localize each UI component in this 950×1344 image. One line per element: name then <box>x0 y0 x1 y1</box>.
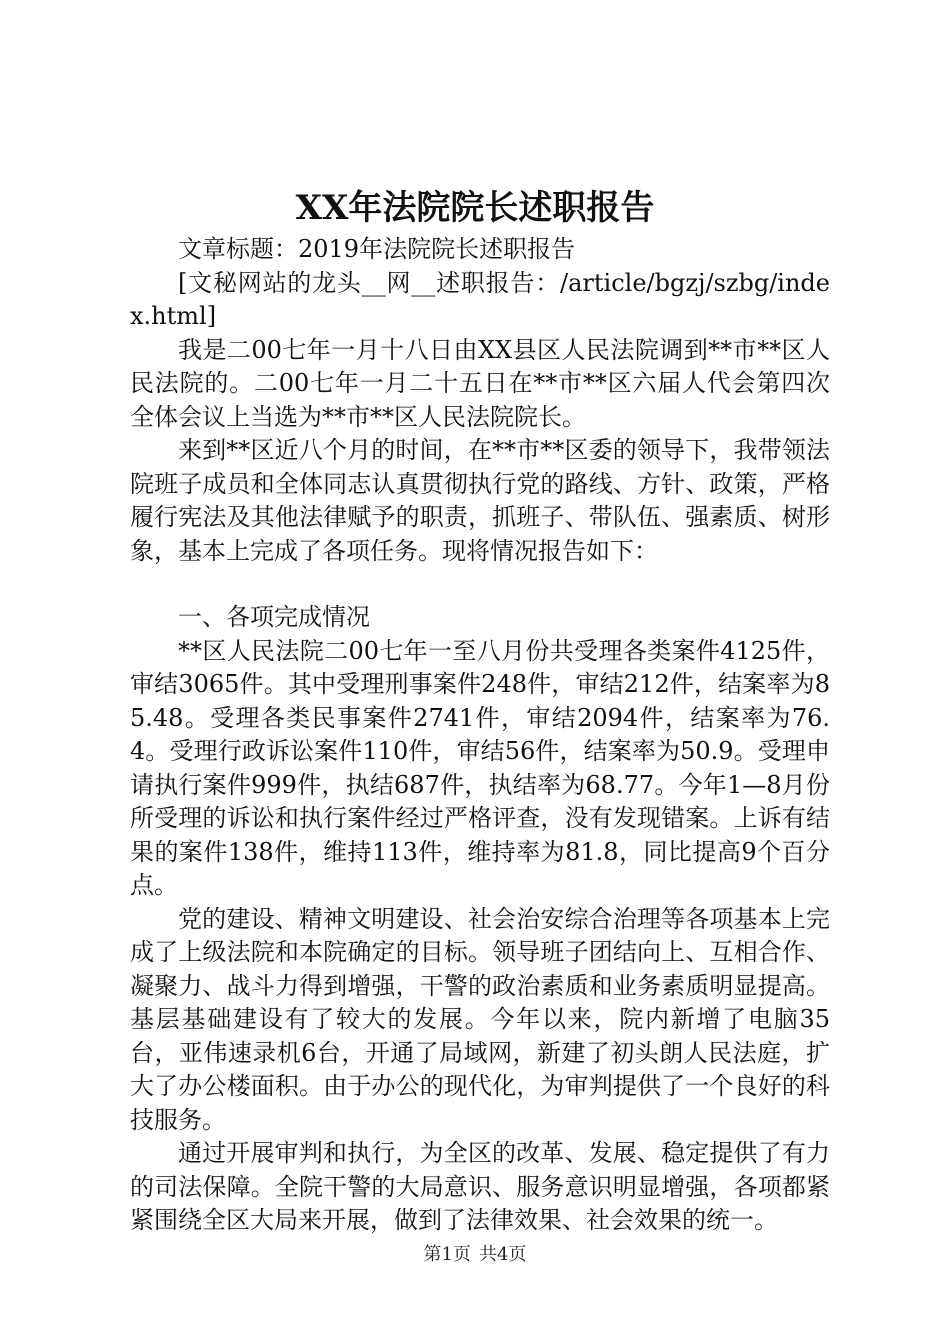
paragraph-construction: 党的建设、精神文明建设、社会治安综合治理等各项基本上完成了上级法院和本院确定的目标。领导班子团结向上、互相合作、凝聚力、战斗力得到增强，干警的政治素质和业务素质明显提高。基层基础建设有了较大的发展。今年以来，院内新增了电脑35台，亚伟速录机6台，开通了局域网，新建了初头朗人民法庭，扩大了办公楼面积。由于办公的现代化，为审判提供了一个良好的科技服务。 <box>130 904 830 1134</box>
section-heading: 一、各项完成情况 <box>178 603 370 631</box>
paragraph-introduction: 来到**区近八个月的时间，在**市**区委的领导下，我带领法院班子成员和全体同志认真贯彻执行党的路线、方针、政策，严格履行宪法及其他法律赋予的职责，抓班子、带队伍、强素质、树形象，基本上完成了各项任务。现将情况报告如下： <box>130 436 830 565</box>
paragraph-case-statistics: **区人民法院二00七年一至八月份共受理各类案件4125件，审结3065件。其中受理刑事案件248件，审结212件，结案率为85.48。受理各类民事案件2741件，审结2094件，结案率为76.4。受理行政诉讼案件110件，审结56件，结案率为50.9。受理申请执行案件999件，执结687件，执结率为68.77。今年1—8月份所受理的诉讼和执行案件经过严格评查，没有发现错案。上诉有结果的案件138件，维持113件，维持率为81.8，同比提高9个百分点。 <box>130 636 830 899</box>
paragraph-appointment: 我是二00七年一月十八日由XX县区人民法院调到**市**区人民法院的。二00七年一月二十五日在**市**区六届人代会第四次全体会议上当选为**市**区人民法院院长。 <box>130 335 830 431</box>
page-footer <box>0 1243 950 1267</box>
document-body <box>130 233 830 1238</box>
page-number: 第1页 <box>423 1244 471 1265</box>
article-title-line: 文章标题：2019年法院院长述职报告 <box>178 235 576 263</box>
paragraph-judicial-guarantee: 通过开展审判和执行，为全区的改革、发展、稳定提供了有力的司法保障。全院干警的大局意识、服务意识明显增强，各项都紧紧围绕全区大局来开展，做到了法律效果、社会效果的统一。 <box>130 1139 830 1234</box>
document-title: XX年法院院长述职报告 <box>295 188 655 228</box>
source-link-line: [文秘网站的龙头__网__述职报告：/article/bgzj/szbg/index.html] <box>130 268 830 330</box>
page-total: 共4页 <box>479 1244 527 1265</box>
